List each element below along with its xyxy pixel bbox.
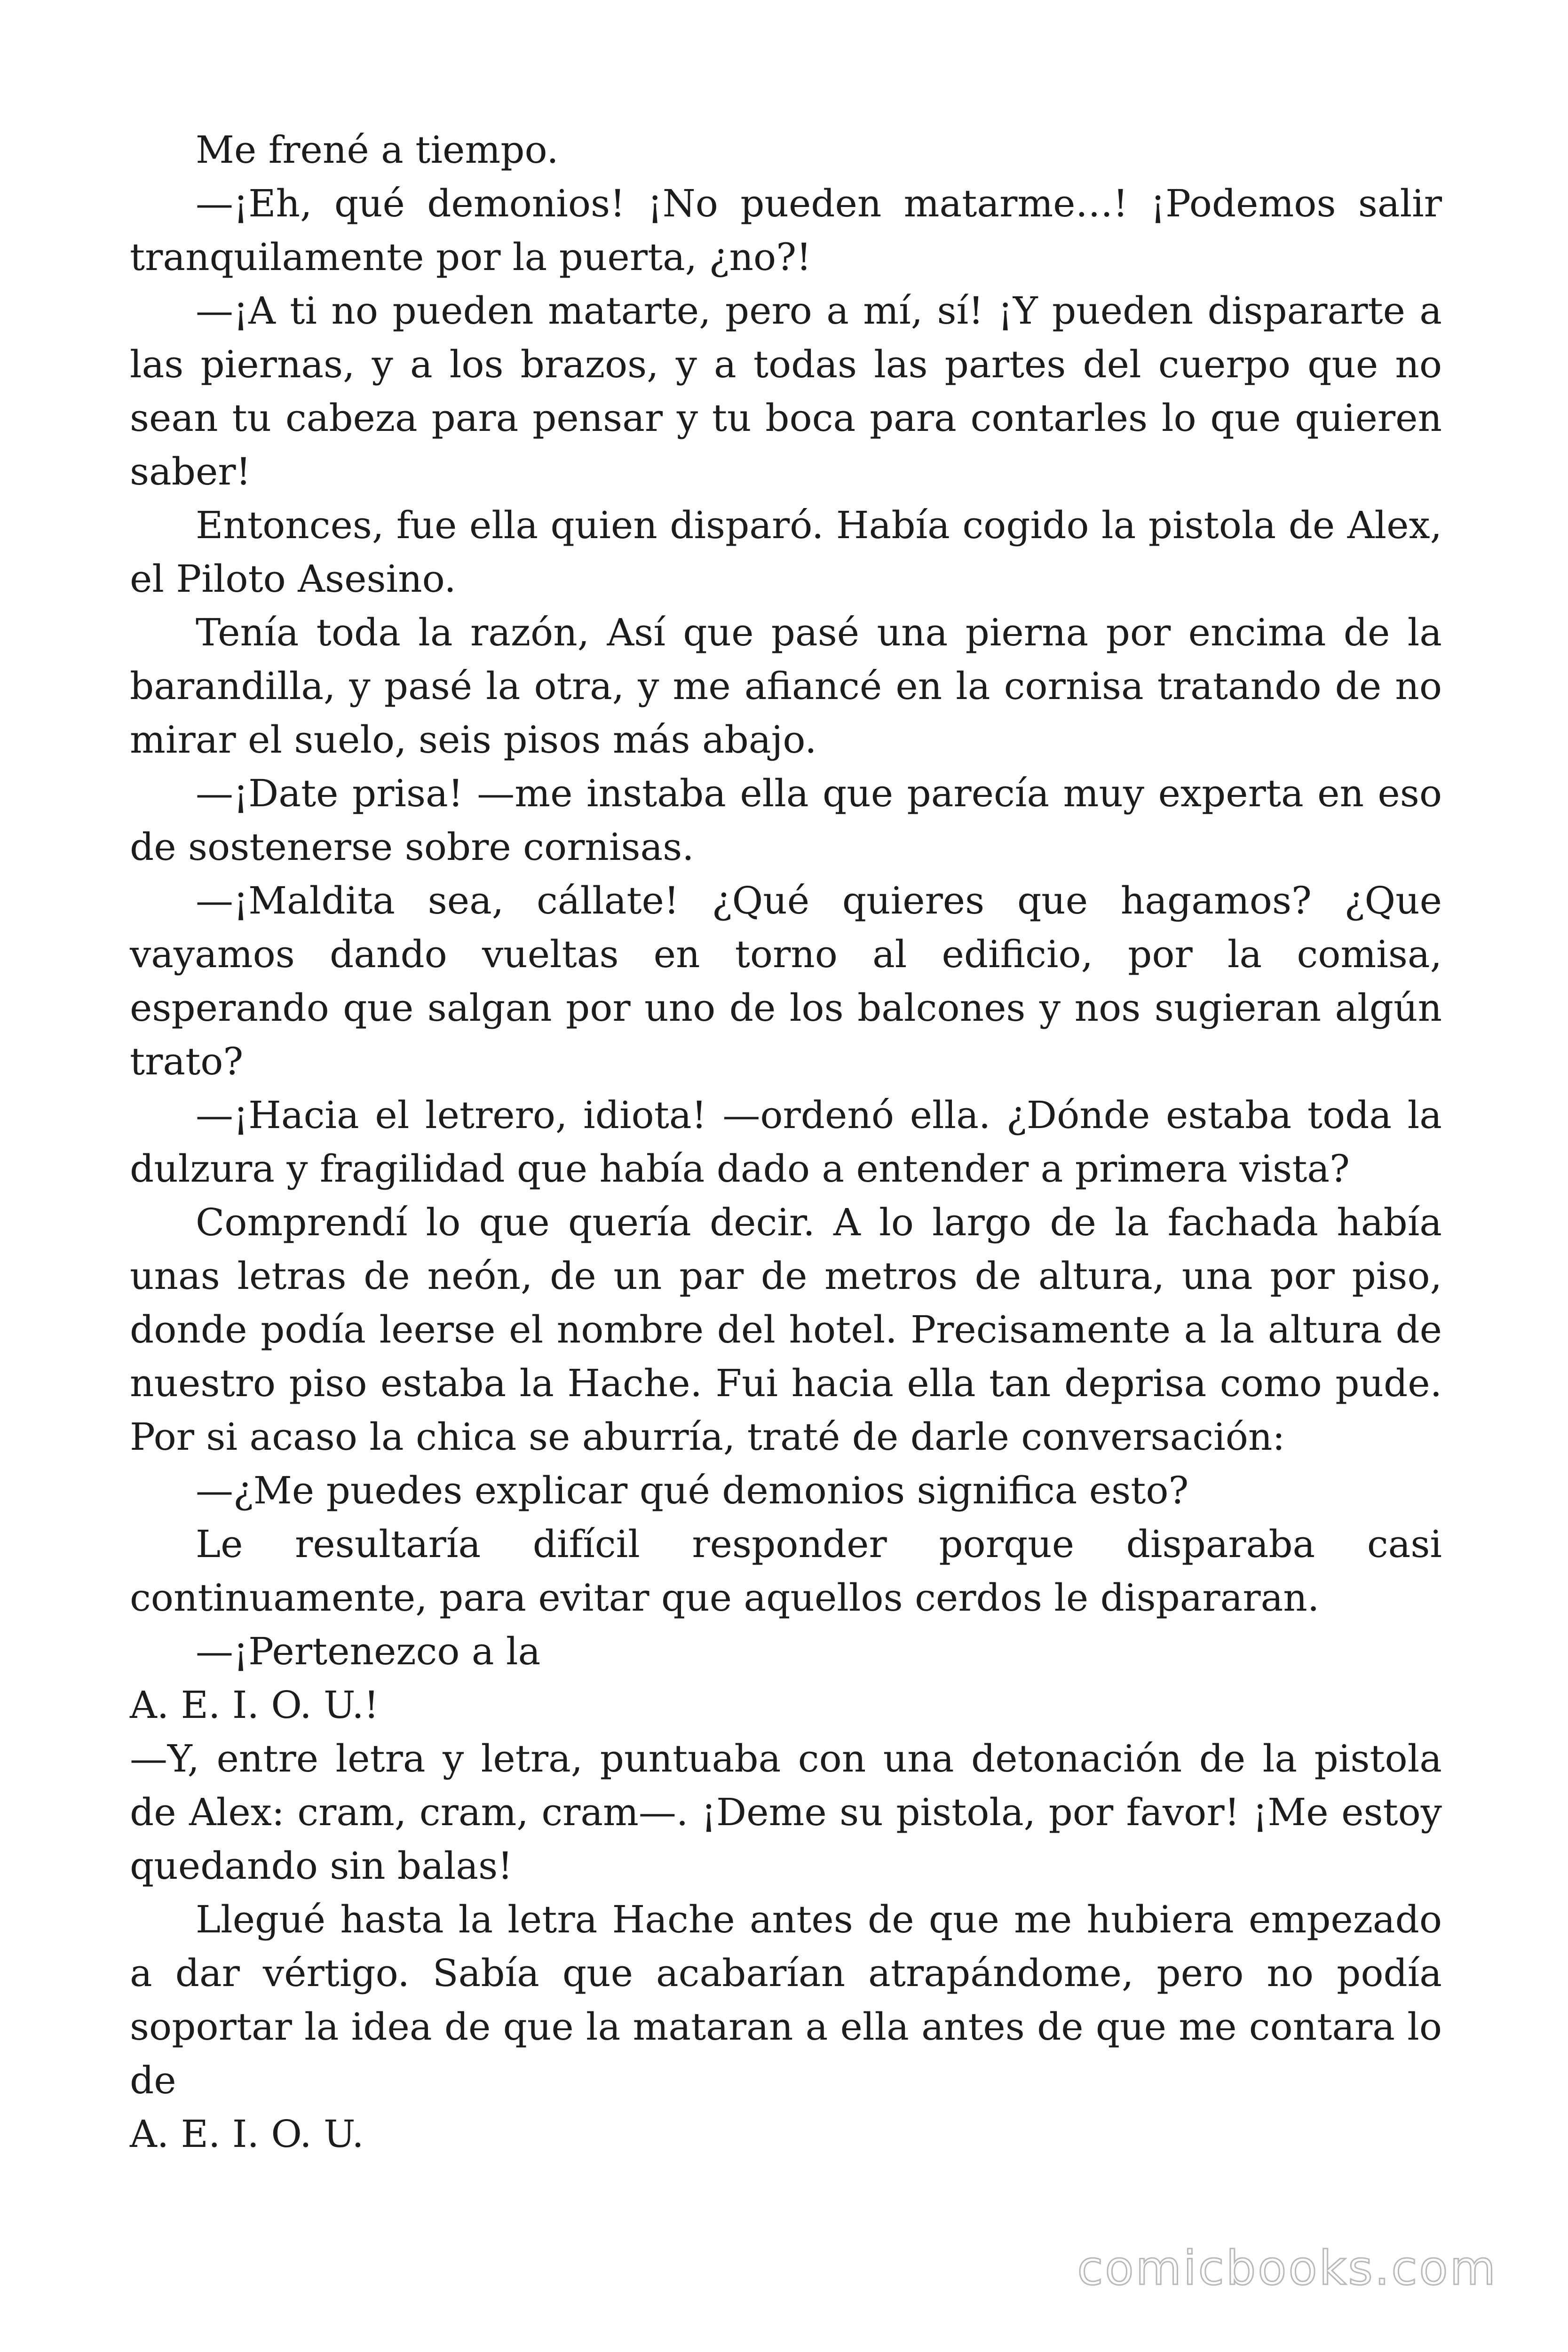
- paragraph: —¡Eh, qué demonios! ¡No pueden matarme…! ¡Podemos salir tranquilamente por la puerta, ¿no?!: [130, 182, 1442, 279]
- paragraph: —¡Maldita sea, cállate! ¿Qué quieres que hagamos? ¿Que vayamos dando vueltas en torno al edificio, por la comisa, esperando que salgan por uno de los balcones y nos sugieran algún trato?: [130, 879, 1442, 1083]
- paragraph: —¡Pertenezco a la: [196, 1629, 541, 1673]
- paragraph: —¡Hacia el letrero, idiota! —ordenó ella. ¿Dónde estaba toda la dulzura y fragilidad que había dado a entender a primera vista?: [130, 1093, 1442, 1191]
- paragraph: —¡A ti no pueden matarte, pero a mí, sí! ¡Y pueden dispararte a las piernas, y a los brazos, y a todas las partes del cuerpo que no sean tu cabeza para pensar y tu boca para contarles lo que quieren saber!: [130, 289, 1442, 493]
- paragraph: Me frené a tiempo.: [196, 128, 559, 172]
- paragraph: Entonces, fue ella quien disparó. Había cogido la pistola de Alex, el Piloto Asesino.: [130, 503, 1442, 601]
- paragraph: A. E. I. O. U.: [130, 2112, 364, 2156]
- paragraph: Llegué hasta la letra Hache antes de que me hubiera empezado a dar vértigo. Sabía que acabarían atrapándome, pero no podía soportar la idea de que la mataran a ella antes de que me contara lo de: [130, 1898, 1442, 2102]
- body-text: [130, 123, 1442, 2161]
- paragraph: A. E. I. O. U.!: [130, 1683, 379, 1727]
- paragraph: Comprendí lo que quería decir. A lo largo de la fachada había unas letras de neón, de un par de metros de altura, una por piso, donde podía leerse el nombre del hotel. Precisamente a la altura de nuestro piso estaba la Hache. Fui hacia ella tan deprisa como pude. Por si acaso la chica se aburría, traté de darle conversación:: [130, 1200, 1442, 1459]
- paragraph: Tenía toda la razón, Así que pasé una pierna por encima de la barandilla, y pasé la otra, y me afiancé en la cornisa tratando de no mirar el suelo, seis pisos más abajo.: [130, 611, 1442, 762]
- paragraph: —¡Date prisa! —me instaba ella que parecía muy experta en eso de sostenerse sobre cornisas.: [130, 771, 1442, 869]
- paragraph: —¿Me puedes explicar qué demonios significa esto?: [196, 1469, 1189, 1512]
- watermark-logo: comicbooks.com: [1077, 2241, 1497, 2296]
- paragraph: —Y, entre letra y letra, puntuaba con una detonación de la pistola de Alex: cram, cram, cram—. ¡Deme su pistola, por favor! ¡Me estoy quedando sin balas!: [130, 1737, 1442, 1888]
- paragraph: Le resultaría difícil responder porque disparaba casi continuamente, para evitar que aquellos cerdos le dispararan.: [130, 1522, 1442, 1620]
